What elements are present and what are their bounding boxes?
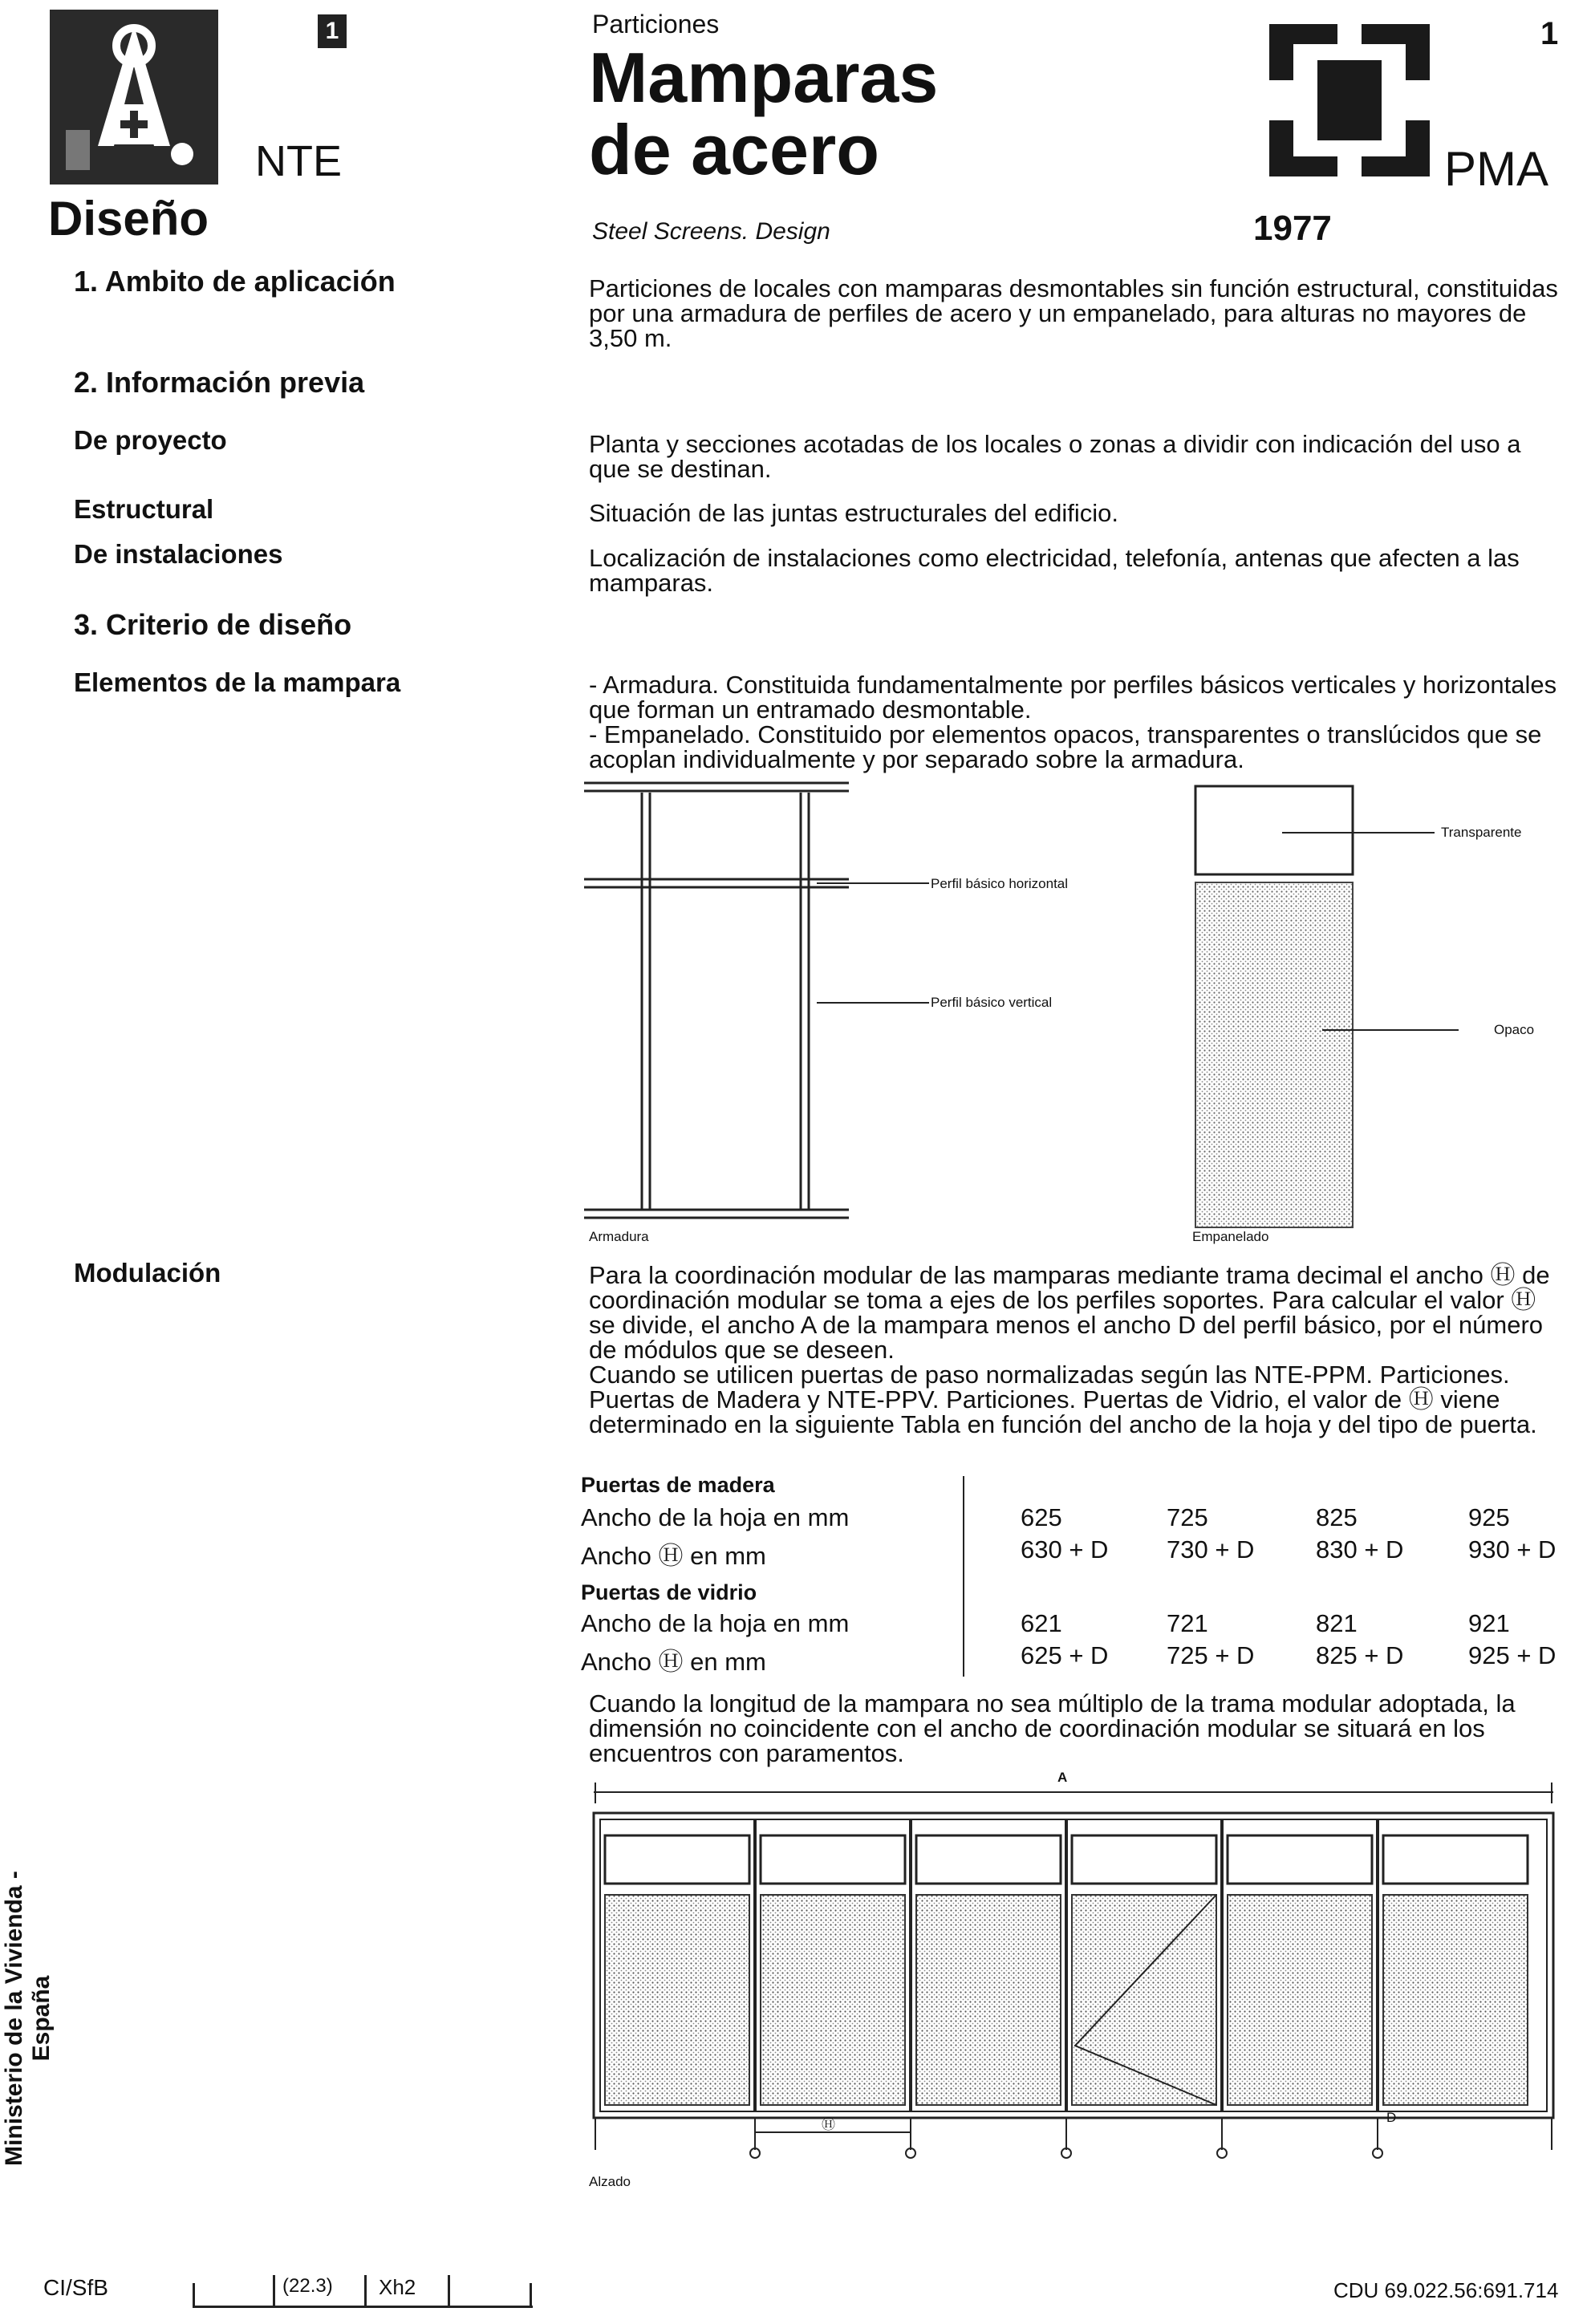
armadura-caption: Armadura <box>589 1229 649 1244</box>
title-line-1: Mamparas <box>589 38 939 117</box>
label-estructural: Estructural <box>74 494 214 524</box>
cisfb-code-2: Xh2 <box>379 2275 416 2299</box>
table-section-madera <box>581 1473 1560 1505</box>
modulacion-para-2: Cuando se utilicen puertas de paso normalizadas según las NTE-PPM. Particiones. Puertas de Madera y NTE-PPV. Particiones. Puertas de Vidrio, el valor de Ⓗ viene determinado en la siguiente Tabla en función del ancho de la hoja y del tipo de puerta. <box>589 1361 1537 1438</box>
dimension-d-label: D <box>1386 2110 1397 2125</box>
table-row <box>581 1641 1560 1676</box>
table-cell: 925 + D <box>1468 1641 1557 1669</box>
category-label: Particiones <box>592 10 720 39</box>
table-cell: 625 <box>1021 1503 1062 1531</box>
elementos-text <box>589 672 1560 772</box>
dimension-h-label: Ⓗ <box>822 2117 835 2132</box>
vidrio-title: Puertas de vidrio <box>581 1580 757 1604</box>
label-de-proyecto: De proyecto <box>74 425 227 455</box>
elementos-armadura: - Armadura. Constituida fundamentalmente por perfiles básicos verticales y horizontales que forman un entramado desmontable. <box>589 671 1557 724</box>
empanelado-diagram <box>1194 785 1547 1234</box>
label-elementos: Elementos de la mampara <box>74 667 401 697</box>
modulacion-para-1: Para la coordinación modular de las mamparas mediante trama decimal el ancho Ⓗ de coordinación modular se toma a ejes de los perfiles soportes. Para calcular el valor Ⓗ se divide, el ancho A de la mampara menos el ancho D del perfil básico, por el número de módulos que se deseen. <box>589 1261 1550 1364</box>
label-modulacion: Modulación <box>74 1258 221 1288</box>
row-label-h: Ancho Ⓗ en mm <box>581 1542 766 1570</box>
alzado-diagram <box>584 1765 1563 2166</box>
table-cell: 721 <box>1167 1609 1208 1637</box>
cisfb-divider <box>193 2283 195 2306</box>
table-cell: 725 <box>1167 1503 1208 1531</box>
table-cell: 730 + D <box>1167 1535 1255 1564</box>
armadura-diagram <box>584 777 1162 1242</box>
cisfb-divider <box>530 2283 532 2306</box>
cisfb-label: CI/SfB <box>43 2275 108 2300</box>
nte-label: NTE <box>255 137 342 185</box>
table-cell: 921 <box>1468 1609 1510 1637</box>
alzado-caption: Alzado <box>589 2174 631 2189</box>
perfil-horizontal-label: Perfil básico horizontal <box>931 876 1069 891</box>
proyecto-text: Planta y secciones acotadas de los locales o zonas a dividir con indicación del uso a que se destinan. <box>589 430 1521 483</box>
table-cell: 925 <box>1468 1503 1510 1531</box>
logo-badge: 1 <box>318 14 347 48</box>
row-label-hoja: Ancho de la hoja en mm <box>581 1609 850 1637</box>
madera-title: Puertas de madera <box>581 1473 775 1497</box>
page-title <box>589 38 939 189</box>
pma-logo <box>1269 24 1430 176</box>
dimension-a-label: A <box>1057 1770 1068 1785</box>
cisfb-divider <box>448 2275 450 2306</box>
table-cell: 825 <box>1316 1503 1358 1531</box>
modulacion-text <box>589 1263 1560 1437</box>
table-cell: 621 <box>1021 1609 1062 1637</box>
modulacion-closing-text: Cuando la longitud de la mampara no sea múltiplo de la trama modular adoptada, la dimensión no coincidente con el ancho de coordinación modular se situará en los encuentros con paramentos. <box>589 1689 1516 1767</box>
title-line-2: de acero <box>589 110 879 189</box>
transparente-label: Transparente <box>1441 825 1522 840</box>
opaco-label: Opaco <box>1494 1022 1535 1037</box>
label-de-instalaciones: De instalaciones <box>74 539 283 569</box>
section-heading-1: 1. Ambito de aplicación <box>74 265 396 298</box>
elementos-empanelado: - Empanelado. Constituido por elementos opacos, transparentes o translúcidos que se acoplan individualmente y por separado sobre la armadura. <box>589 720 1542 773</box>
nte-logo <box>50 10 218 185</box>
table-section-vidrio <box>581 1580 1560 1612</box>
diseno-heading: Diseño <box>48 192 209 245</box>
table-cell: 630 + D <box>1021 1535 1109 1564</box>
cisfb-box <box>193 2275 533 2308</box>
table-row <box>581 1535 1560 1568</box>
cdu-code: CDU 69.022.56:691.714 <box>1333 2278 1559 2302</box>
ministerio-side-text: Ministerio de la Vivienda - España <box>1 1871 55 2166</box>
cisfb-divider <box>273 2275 275 2306</box>
row-label-hoja: Ancho de la hoja en mm <box>581 1503 850 1531</box>
section-heading-2: 2. Información previa <box>74 366 365 399</box>
english-subtitle: Steel Screens. Design <box>592 218 830 245</box>
cisfb-code-1: (22.3) <box>282 2275 333 2297</box>
table-cell: 725 + D <box>1167 1641 1255 1669</box>
cisfb-divider <box>364 2275 367 2306</box>
table-row <box>581 1503 1560 1535</box>
instalaciones-text: Localización de instalaciones como electricidad, telefonía, antenas que afecten a las mamparas. <box>589 544 1520 597</box>
table-cell: 821 <box>1316 1609 1358 1637</box>
table-cell: 830 + D <box>1316 1535 1404 1564</box>
ambito-text: Particiones de locales con mamparas desmontables sin función estructural, constituidas por una armadura de perfiles de acero y un empanelado, para alturas no mayores de 3,50 m. <box>589 274 1558 352</box>
estructural-text: Situación de las juntas estructurales del edificio. <box>589 499 1118 527</box>
year: 1977 <box>1253 209 1332 248</box>
door-width-table <box>581 1473 1560 1681</box>
empanelado-caption: Empanelado <box>1192 1229 1269 1244</box>
pma-code: PMA <box>1444 142 1549 196</box>
table-row <box>581 1609 1560 1641</box>
table-cell: 625 + D <box>1021 1641 1109 1669</box>
table-cell: 825 + D <box>1316 1641 1404 1669</box>
row-label-h: Ancho Ⓗ en mm <box>581 1648 766 1676</box>
section-heading-3: 3. Criterio de diseño <box>74 608 352 641</box>
perfil-vertical-label: Perfil básico vertical <box>931 995 1053 1010</box>
sheet-number: 1 <box>1540 16 1559 51</box>
table-cell: 930 + D <box>1468 1535 1557 1564</box>
